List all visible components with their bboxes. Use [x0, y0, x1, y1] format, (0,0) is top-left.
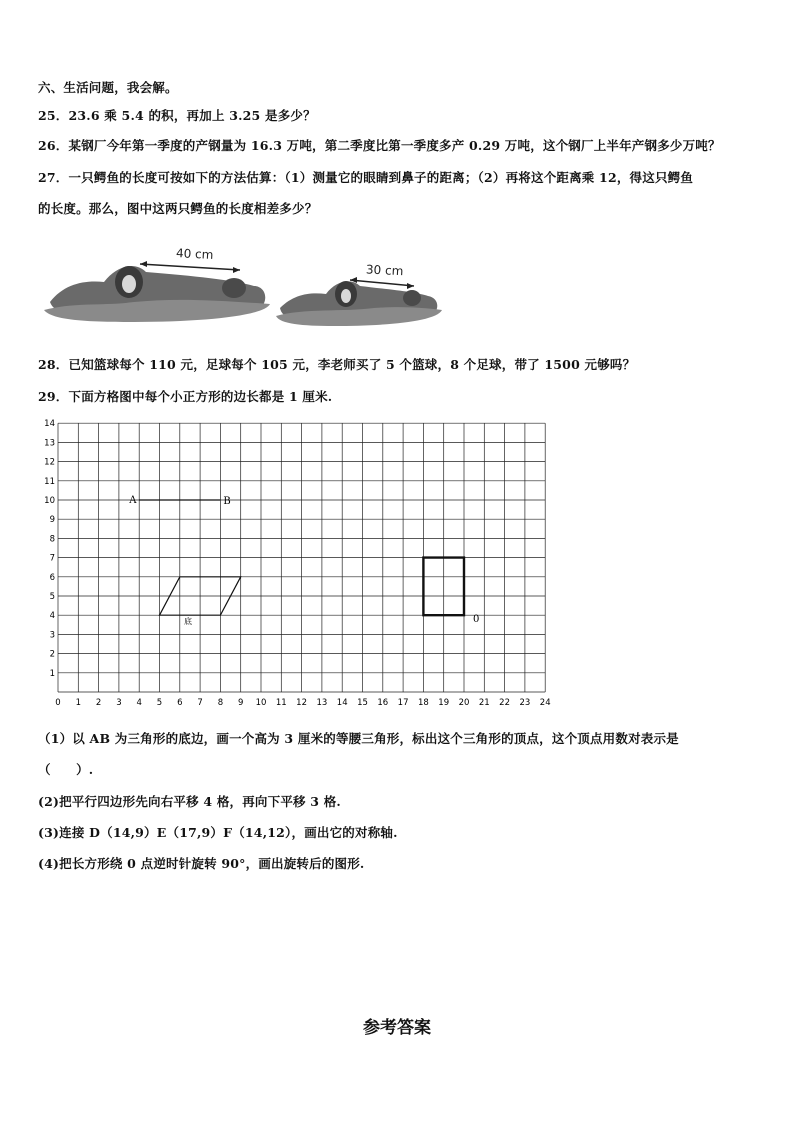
x-tick-label: 8: [217, 698, 224, 708]
y-tick-label: 14: [44, 419, 55, 430]
y-tick-label: 1: [49, 668, 55, 679]
y-tick-label: 4: [49, 611, 55, 622]
x-tick-label: 2: [95, 698, 102, 708]
question-25: 25．23.6 乘 5.4 的积，再加上 3.25 是多少？: [38, 108, 316, 123]
sub-question-1-line2: （ ）.: [38, 762, 94, 777]
x-tick-label: 19: [438, 698, 450, 708]
x-tick-label: 11: [275, 698, 287, 708]
x-tick-label: 18: [417, 698, 429, 708]
y-tick-label: 2: [49, 649, 55, 660]
y-tick-label: 7: [49, 553, 55, 564]
point-a-label: A: [129, 495, 137, 506]
x-tick-label: 24: [539, 698, 551, 708]
x-tick-label: 22: [499, 698, 511, 708]
y-axis-ticks: [44, 419, 55, 679]
x-tick-label: 21: [478, 698, 490, 708]
x-tick-label: 20: [458, 698, 470, 708]
x-tick-label: 3: [116, 698, 122, 708]
sub-question-3: (3)连接 D（14,9）E（17,9）F（14,12），画出它的对称轴.: [38, 825, 398, 840]
answer-title: 参考答案: [363, 1018, 431, 1038]
x-tick-label: 0: [55, 698, 61, 708]
y-tick-label: 3: [49, 630, 55, 641]
question-27-line2: 的长度。那么，图中这两只鳄鱼的长度相差多少？: [38, 201, 318, 216]
question-29: 29．下面方格图中每个小正方形的边长都是 1 厘米.: [38, 389, 333, 404]
question-26: 26．某钢厂今年第一季度的产钢量为 16.3 万吨，第二季度比第一季度多产 0.29 万吨，这个钢厂上半年产钢多少万吨？: [38, 138, 721, 153]
crocodile-right: [276, 262, 442, 326]
grid-lines: [58, 423, 545, 692]
x-tick-label: 12: [296, 698, 308, 708]
x-tick-label: 1: [75, 698, 82, 708]
point-b-label: B: [223, 496, 231, 507]
sub-question-4: (4)把长方形绕 0 点逆时针旋转 90°，画出旋转后的图形.: [38, 856, 365, 871]
x-tick-label: 6: [177, 698, 183, 708]
crocodile-right-label: 30 cm: [365, 262, 404, 279]
crocodile-left: [44, 246, 270, 322]
x-tick-label: 4: [136, 698, 142, 708]
x-tick-label: 15: [357, 698, 368, 708]
sub-question-2: (2)把平行四边形先向右平移 4 格，再向下平移 3 格.: [38, 794, 341, 809]
coordinate-grid: [30, 418, 560, 713]
x-tick-label: 10: [255, 698, 267, 708]
x-tick-label: 5: [156, 698, 163, 708]
y-tick-label: 6: [49, 572, 55, 583]
y-tick-label: 8: [49, 534, 55, 545]
x-tick-label: 7: [197, 698, 203, 708]
y-tick-label: 9: [49, 515, 55, 526]
x-tick-label: 17: [397, 698, 409, 708]
question-27-line1: 27．一只鳄鱼的长度可按如下的方法估算：（1）测量它的眼睛到鼻子的距离；（2）再将这个距离乘 12，得这只鳄鱼: [38, 170, 694, 185]
crocodile-left-label: 40 cm: [175, 246, 214, 263]
question-28: 28．已知篮球每个 110 元，足球每个 105 元，李老师买了 5 个篮球，8 个足球，带了 1500 元够吗？: [38, 357, 636, 372]
y-tick-label: 11: [44, 476, 55, 487]
x-tick-label: 14: [336, 698, 348, 708]
x-axis-ticks: [55, 698, 550, 708]
y-tick-label: 5: [49, 592, 55, 602]
rectangle-corner-label: 0: [473, 614, 480, 626]
x-tick-label: 16: [377, 698, 389, 708]
parallelogram-base-label: 底: [183, 617, 192, 627]
x-tick-label: 9: [237, 698, 244, 708]
x-tick-label: 23: [519, 698, 531, 708]
sub-question-1-line1: （1）以 AB 为三角形的底边，画一个高为 3 厘米的等腰三角形，标出这个三角形的顶点，这个顶点用数对表示是: [38, 731, 679, 746]
x-tick-label: 13: [316, 698, 328, 708]
y-tick-label: 12: [44, 457, 55, 468]
crocodiles-illustration: [44, 232, 444, 342]
y-tick-label: 13: [44, 438, 55, 449]
y-tick-label: 10: [44, 496, 55, 506]
section-heading: 六、生活问题，我会解。: [38, 80, 178, 95]
